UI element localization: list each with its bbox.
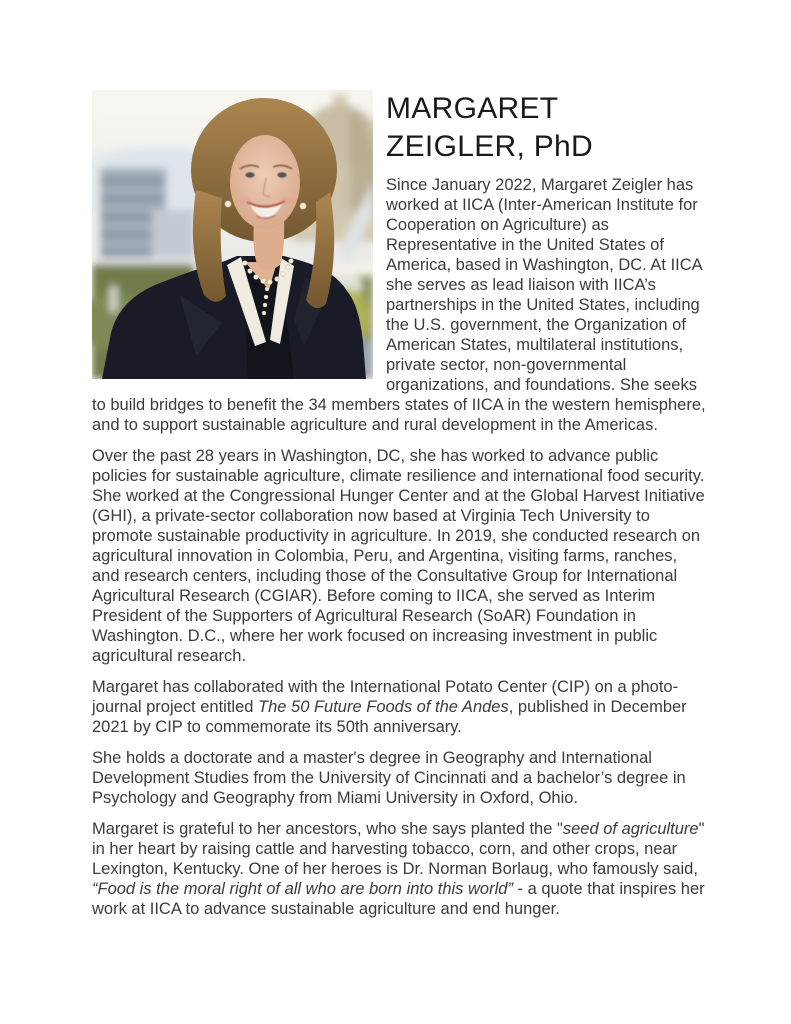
- text-segment: , published in December 2021 by CIP to commemorate its 50th anniversary.: [92, 698, 687, 736]
- quote-italic: seed of agriculture: [562, 820, 699, 838]
- text-segment: Margaret has collaborated with the International Potato Center (CIP) on a photo-journal project entitled: [92, 678, 679, 716]
- text-segment: Margaret is grateful to her ancestors, who she says planted the ": [92, 820, 563, 838]
- bio-paragraph-heritage: [92, 819, 708, 919]
- page-title-line1: MARGARET: [386, 92, 559, 125]
- bio-paragraph-intro: Since January 2022, Margaret Zeigler has worked at IICA (Inter-American Institute for Cooperation on Agriculture) as Representative in the United States of America, based in Washington, DC. At IICA she serves as lead liaison with IICA’s partnerships in the United States, including the U.S. government, the Organization of American States, multilateral institutions, private sector, non-governmental organizations, and foundations. She seeks to build bridges to benefit the 34 members states of IICA in the western hemisphere, and to support sustainable agriculture and rural development in the Americas.: [92, 176, 706, 434]
- earring-right: [300, 203, 306, 209]
- page-title-line2: ZEIGLER, PhD: [386, 130, 593, 163]
- bio-paragraph-education: She holds a doctorate and a master's degree in Geography and International Development Studies from the University of Cincinnati and a bachelor’s degree in Psychology and Geography from Miami University in Oxford, Ohio.: [92, 749, 686, 807]
- quote-italic: “Food is the moral right of all who are born into this world”: [92, 880, 513, 898]
- portrait-photo: [92, 90, 373, 379]
- earring-left: [225, 201, 231, 207]
- bio-paragraph-cip: [92, 677, 708, 737]
- portrait-image: [92, 90, 373, 379]
- book-title-italic: The 50 Future Foods of the Andes: [258, 698, 509, 716]
- text-segment: " in her heart by raising cattle and harvesting tobacco, corn, and other crops, near Lexington, Kentucky. One of her heroes is Dr. Norman Borlaug, who famously said,: [92, 820, 705, 878]
- document-page: [92, 90, 708, 930]
- bio-paragraph-career: Over the past 28 years in Washington, DC, she has worked to advance public policies for sustainable agriculture, climate resilience and international food security. She worked at the Congressional Hunger Center and at the Global Harvest Initiative (GHI), a private-sector collaboration now based at Virginia Tech University to promote sustainable productivity in agriculture. In 2019, she conducted research on agricultural innovation in Colombia, Peru, and Argentina, visiting farms, ranches, and research centers, including those of the Consultative Group for International Agricultural Research (CGIAR). Before coming to IICA, she served as Interim President of the Supporters of Agricultural Research (SoAR) Foundation in Washington. D.C., where her work focused on increasing investment in public agricultural research.: [92, 447, 705, 665]
- text-segment: - a quote that inspires her work at IICA to advance sustainable agriculture and end hunger.: [92, 880, 705, 918]
